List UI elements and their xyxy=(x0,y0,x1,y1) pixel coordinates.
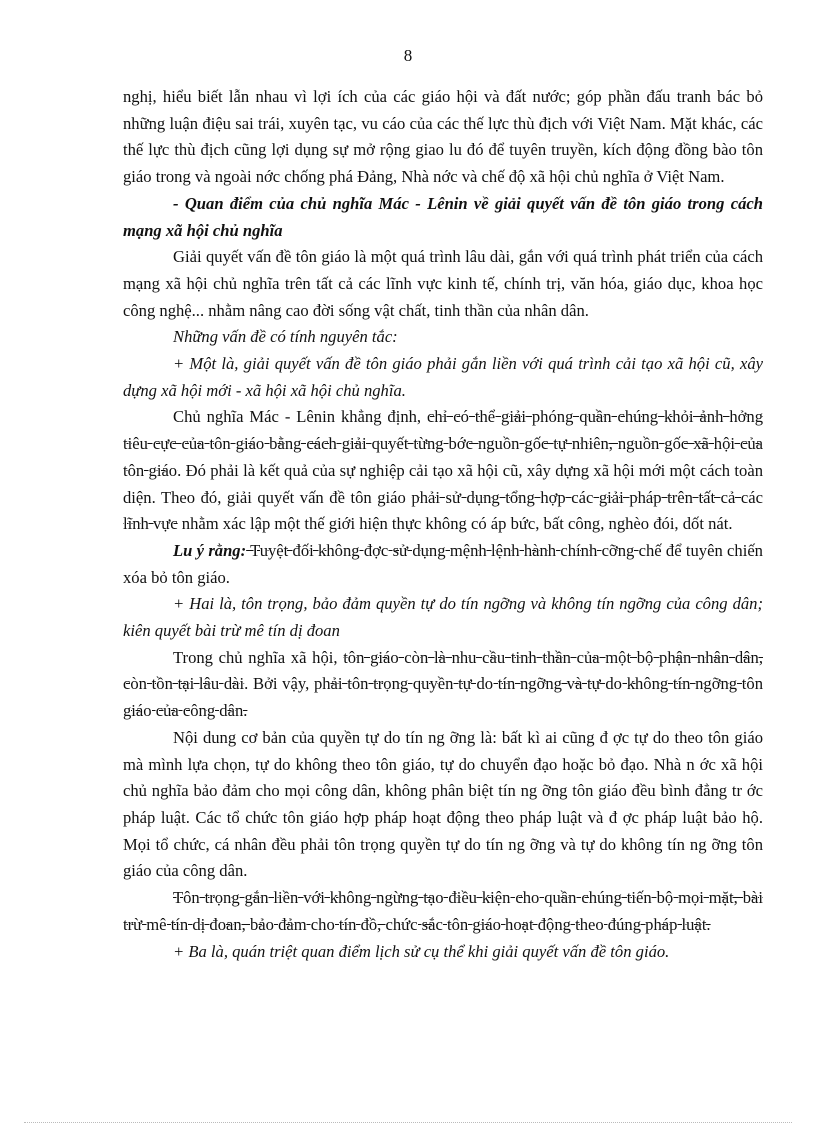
section-heading: - Quan điểm của chủ nghĩa Mác - Lênin về giải quyết vấn đề tôn giáo trong cách mạng xã hội chủ nghĩa xyxy=(123,193,763,240)
principle-1: + Một là, giải quyết vấn đề tôn giáo phải gắn liền với quá trình cải tạo xã hội cũ, xây dựng xã hội mới - xã hội xã hội chủ nghĩa. xyxy=(123,354,763,400)
text-run: . Bởi vậy, xyxy=(244,674,314,694)
principles-intro: Những vấn đề có tính nguyên tắc: xyxy=(173,327,398,347)
text-run: . Đó phải là kết quả của sự nghiệp cải tạo xã hội cũ, xây dựng xã hội mới một cách toàn diện. Theo đó, giải quyết vấn đề tôn giáo xyxy=(123,460,764,507)
text-run: Chủ nghĩa Mác - Lênin khẳng định, xyxy=(173,407,428,427)
document-body xyxy=(123,84,763,965)
underlined-text: Tuyệt đối không đợc sử dụng mệnh lệnh hành chính cỡng chế xyxy=(246,540,662,560)
principle-3: + Ba là, quán triệt quan điểm lịch sử cụ thể khi giải quyết vấn đề tôn giáo. xyxy=(173,941,670,961)
underlined-text: phải sử dụng tổng hợp các giải pháp trên tất cả các lĩnh vực xyxy=(123,487,764,534)
text-run: để tuyên chiến xóa bỏ tôn giáo. xyxy=(123,540,763,587)
paragraph-5 xyxy=(123,404,763,538)
text-run: Trong chủ nghĩa xã hội, xyxy=(173,647,344,667)
page-number: 8 xyxy=(403,46,413,65)
underlined-text: phải tôn trọng quyền tự do tín ngỡng và tự do không tín ngỡng tôn giáo của công dân. xyxy=(123,674,764,721)
note-paragraph xyxy=(123,538,763,591)
note-label: Lu ý rằng: xyxy=(173,540,247,560)
underlined-text: chỉ có thể giải phóng quần chúng khỏi ảnh hởng tiêu cực của tôn giáo bằng cách giải quyết từng bớc nguồn gốc tự nhiên, nguồn gốc xã hội của tôn giáo xyxy=(123,407,763,480)
paragraph-1: nghị, hiểu biết lẫn nhau vì lợi ích của các giáo hội và đất nước; góp phần đấu tranh bác bỏ những luận điệu sai trái, xuyên tạc, vu cáo của các thế lực thù địch với Việt Nam. Mặt khác, các thế lực thù địch cũng lợi dụng sự mở rộng giao lu đó để tuyên truyền, kích động đồng bào tôn giáo trong và ngoài nớc chống phá Đảng, Nhà nớc và chế độ xã hội chủ nghĩa ở Việt Nam. xyxy=(123,87,763,187)
paragraph-8 xyxy=(123,645,763,725)
paragraph-10: Tôn trọng gắn liền với không ngừng tạo điều kiện cho quần chúng tiến bộ mọi mặt, bài trừ mê tín dị đoan, bảo đảm cho tín đồ, chức sắc tôn giáo hoạt động theo đúng pháp luật. xyxy=(123,888,763,934)
principle-2: + Hai là, tôn trọng, bảo đảm quyền tự do tín ngỡng và không tín ngỡng của công dân; kiên quyết bài trừ mê tín dị đoan xyxy=(123,594,763,641)
text-run: nhằm xác lập một thế giới hiện thực không có áp bức, bất công, nghèo đói, dốt nát. xyxy=(177,514,733,534)
paragraph-9: Nội dung cơ bản của quyền tự do tín ng ỡng là: bất kì ai cũng đ ợc tự do theo tôn giáo mà mình lựa chọn, tự do không theo tôn giáo, tự do chuyển đạo hoặc bỏ đạo. Nhà n ớc xã hội chủ nghĩa bảo đảm cho mọi công dân, không phân biệt tín ng ỡng tôn giáo đều bình đẳng tr ớc pháp luật. Các tổ chức tôn giáo hợp pháp hoạt động theo pháp luật và đ ợc pháp luật bảo hộ. Mọi tổ chức, cá nhân đều phải tôn trọng quyền tự do tín ng ỡng và tự do không tín ng ỡng tôn giáo của công dân. xyxy=(123,727,763,881)
underlined-text: tôn giáo còn là nhu cầu tinh thần của một bộ phận nhân dân, còn tồn tại lâu dài xyxy=(123,647,763,694)
paragraph-2: Giải quyết vấn đề tôn giáo là một quá trình lâu dài, gắn với quá trình phát triển của cách mạng xã hội chủ nghĩa trên tất cả các lĩnh vực kinh tế, chính trị, văn hóa, giáo dục, khoa học công nghệ... nhằm nâng cao đời sống vật chất, tinh thần của nhân dân. xyxy=(123,247,763,320)
